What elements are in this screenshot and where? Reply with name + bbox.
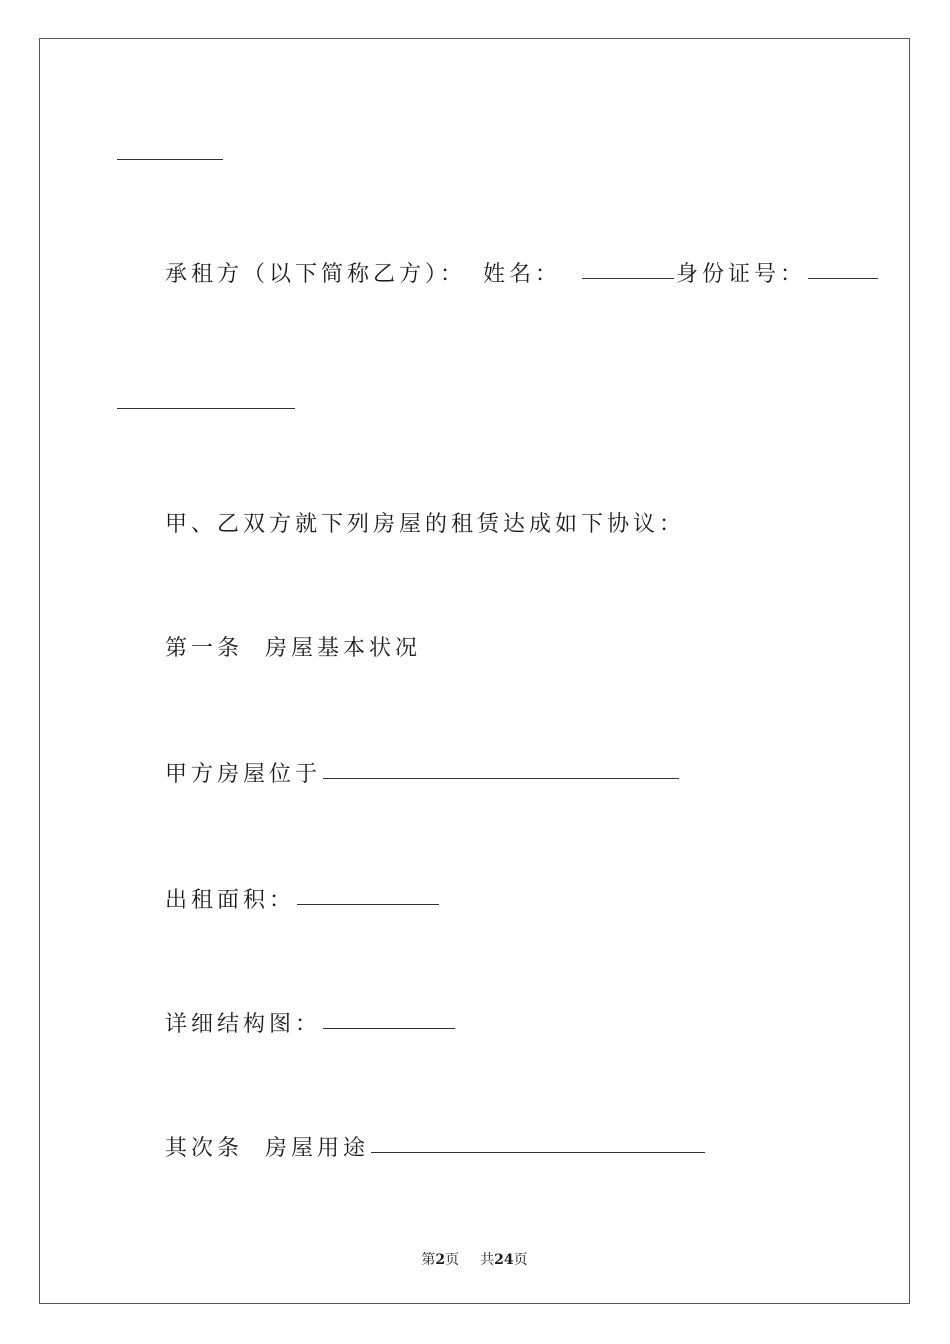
area-blank — [297, 904, 439, 905]
usage-blank — [371, 1152, 705, 1153]
area-label: 出租面积： — [165, 888, 296, 913]
page-footer — [40, 1249, 909, 1269]
footer-prefix: 第 — [421, 1252, 436, 1268]
id-label: 身份证号： — [676, 262, 807, 287]
name-blank — [582, 278, 674, 279]
document-page — [39, 38, 910, 1304]
article2-line — [165, 1135, 707, 1163]
footer-page-unit: 页 — [445, 1252, 460, 1268]
footer-current-page: 2 — [435, 1252, 446, 1268]
lessee-line — [165, 261, 880, 289]
agreement-intro: 甲、乙双方就下列房屋的租赁达成如下协议： — [165, 512, 686, 537]
footer-total-pages: 24 — [494, 1252, 514, 1268]
location-label: 甲方房屋位于 — [165, 762, 322, 787]
structure-blank — [323, 1028, 455, 1029]
structure-line — [165, 1011, 457, 1039]
id-blank-continued — [117, 408, 295, 409]
blank-line-continued — [117, 159, 223, 160]
article2-title: 其次条 房屋用途 — [165, 1136, 369, 1161]
structure-label: 详细结构图： — [165, 1012, 322, 1037]
area-line — [165, 887, 441, 915]
lessee-label: 承租方（以下简称乙方）： — [165, 262, 467, 287]
location-line — [165, 761, 681, 789]
footer-total-prefix: 共 — [480, 1252, 495, 1268]
name-label: 姓名： — [483, 262, 562, 287]
id-blank — [808, 278, 878, 279]
location-blank — [323, 778, 679, 779]
article1-title: 第一条 房屋基本状况 — [165, 636, 421, 661]
footer-total-unit: 页 — [513, 1252, 528, 1268]
